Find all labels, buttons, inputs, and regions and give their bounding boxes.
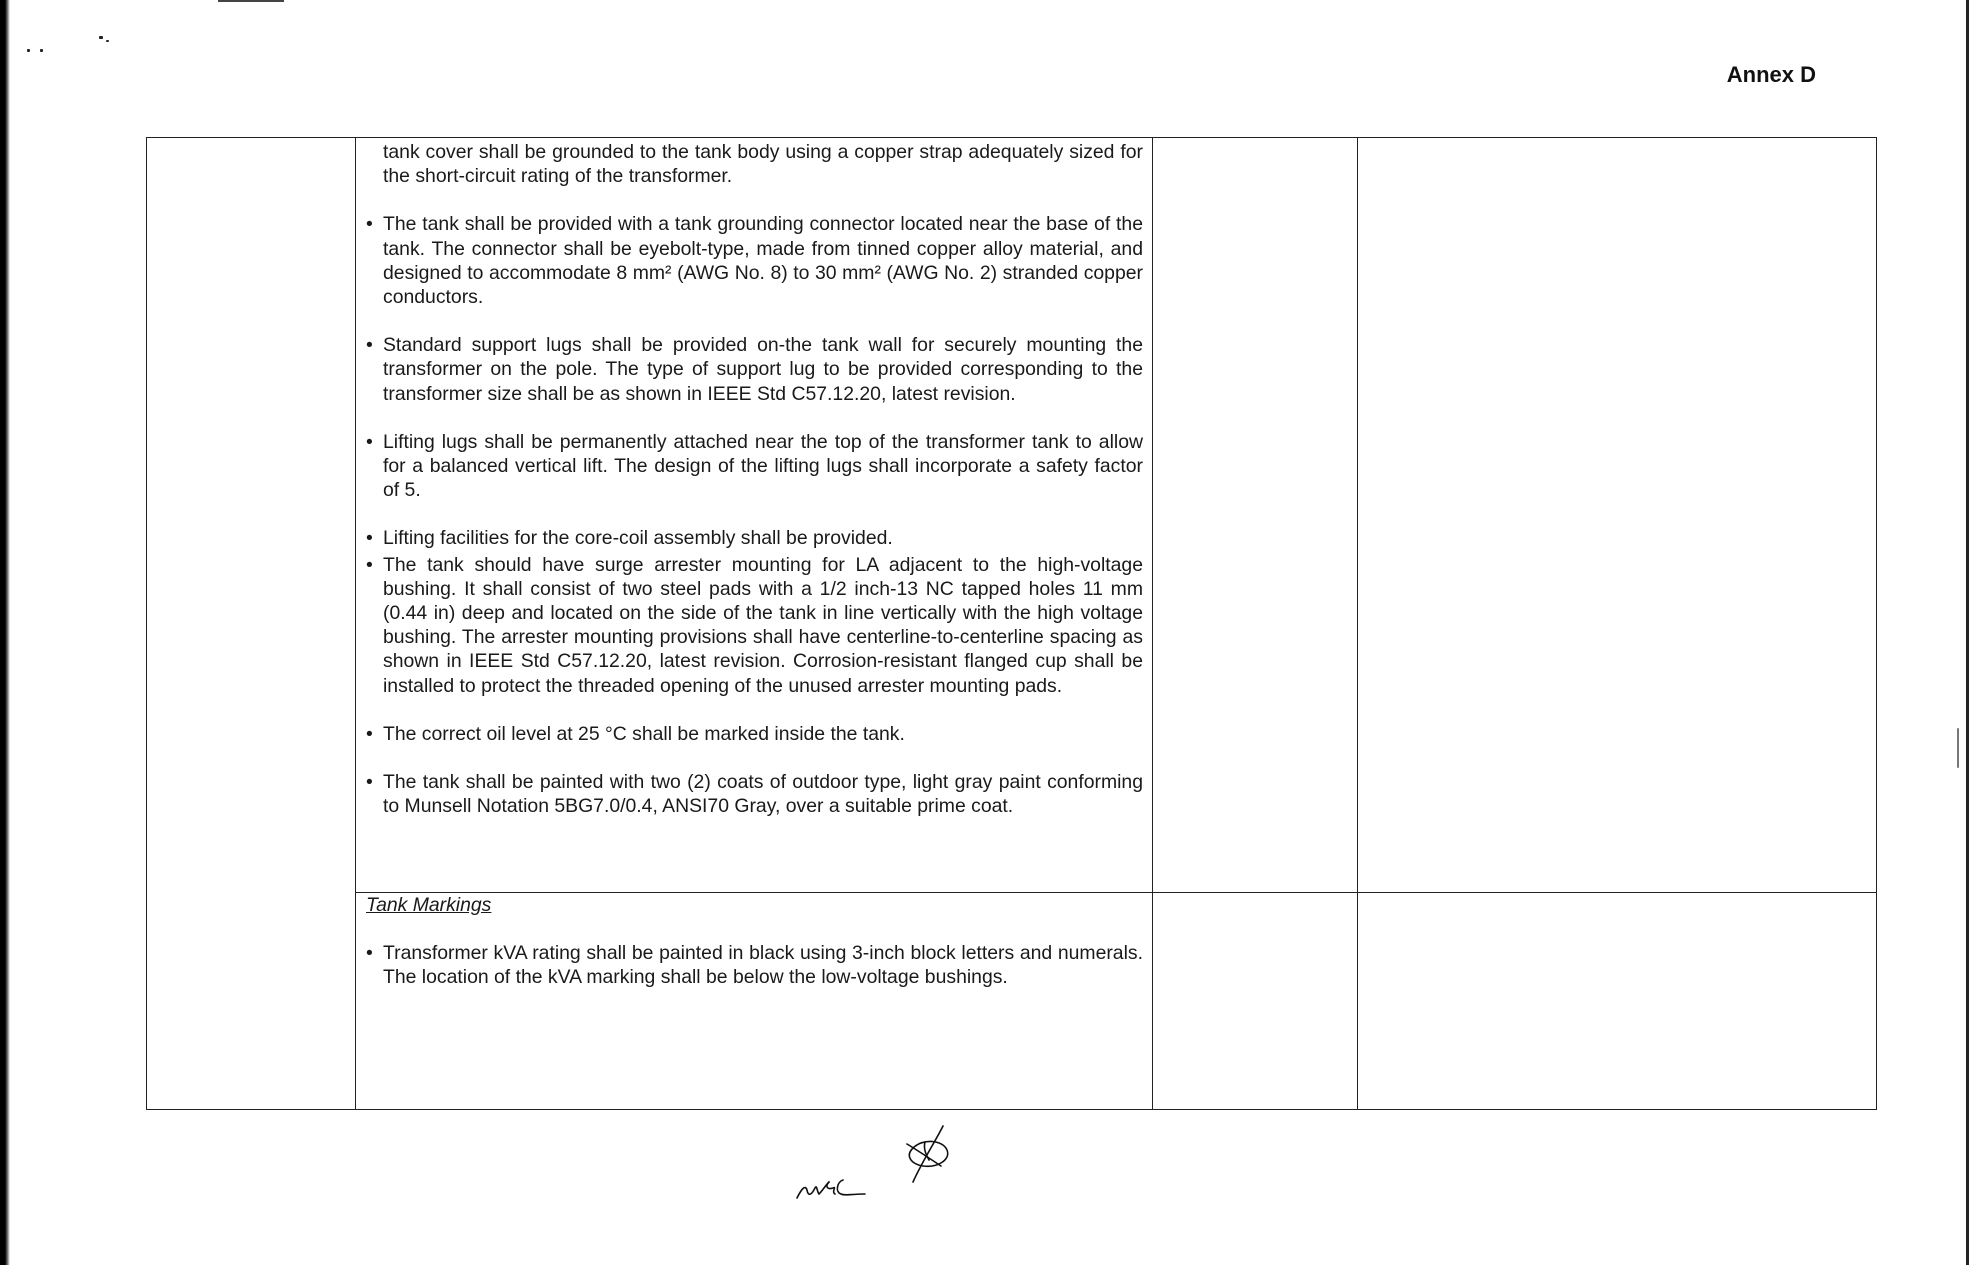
scan-top-rule: [218, 0, 284, 2]
scan-left-edge: [0, 0, 10, 1265]
list-item-text: The tank should have surge arrester mounting for LA adjacent to the high-voltage bushing. It shall consist of two steel pads with a 1/2 inch-13 NC tapped holes 11 mm (0.44 in) deep and located on the side of the tank in line vertically with the high voltage bushing. The arrester mounting provisions shall have centerline-to-centerline spacing as shown in IEEE Std C57.12.20, latest revision. Corrosion-resistant flanged cup shall be installed to protect the threaded opening of the unused arrester mounting pads.: [383, 553, 1143, 697]
bullet-icon: •: [366, 722, 373, 745]
list-item-text: The correct oil level at 25 °C shall be marked inside the tank.: [383, 722, 905, 745]
list-item: [366, 430, 1143, 503]
list-item: [366, 770, 1143, 818]
bullet-icon: •: [366, 553, 373, 576]
bullet-icon: •: [366, 942, 373, 964]
list-item: [366, 333, 1143, 406]
list-item-text: Transformer kVA rating shall be painted in black using 3-inch block letters and numerals. The location of the kVA marking shall be below the low-voltage bushings.: [383, 942, 1143, 989]
column-divider-1: [355, 138, 356, 1109]
bullet-icon: •: [366, 334, 373, 357]
row-divider: [355, 892, 1876, 893]
scan-speck: [99, 36, 103, 39]
annex-label: Annex D: [1726, 62, 1816, 87]
requirements-cell-row1: [366, 140, 1143, 818]
handwritten-signature: [795, 1120, 985, 1210]
list-item-text: The tank shall be painted with two (2) coats of outdoor type, light gray paint conforming to Munsell Notation 5BG7.0/0.4, ANSI70 Gray, over a suitable prime coat.: [383, 771, 1143, 818]
bullet-icon: •: [366, 430, 373, 453]
column-divider-3: [1357, 138, 1358, 1109]
list-item-text: Standard support lugs shall be provided on-the tank wall for securely mounting the transformer on the pole. The type of support lug to be provided corresponding to the transformer size shall be as shown in IEEE Std C57.12.20, latest revision.: [383, 334, 1143, 405]
bullet-icon: •: [366, 771, 373, 794]
scan-speck: [1957, 728, 1959, 768]
scan-speck: [40, 49, 43, 52]
list-item-text: The tank shall be provided with a tank grounding connector located near the base of the tank. The connector shall be eyebolt-type, made from tinned copper alloy material, and designed to accommodate 8 mm² (AWG No. 8) to 30 mm² (AWG No. 2) stranded copper conductors.: [383, 213, 1143, 309]
list-item: [366, 722, 1143, 746]
list-item-text: Lifting lugs shall be permanently attached near the top of the transformer tank to allow for a balanced vertical lift. The design of the lifting lugs shall incorporate a safety factor of 5.: [383, 430, 1143, 502]
continued-paragraph: tank cover shall be grounded to the tank body using a copper strap adequately sized for the short-circuit rating of the transformer.: [383, 141, 1143, 188]
scan-speck: [106, 40, 109, 42]
scan-speck: [27, 49, 30, 52]
list-item: [366, 941, 1143, 989]
list-item: [366, 553, 1143, 698]
bullet-icon: •: [366, 527, 373, 550]
list-item: [366, 212, 1143, 309]
list-item-text: Lifting facilities for the core-coil assembly shall be provided.: [383, 527, 893, 550]
section-heading-tank-markings: Tank Markings: [366, 894, 492, 916]
requirements-cell-row2: [366, 941, 1143, 989]
column-divider-2: [1152, 138, 1153, 1109]
list-item: [366, 526, 1143, 550]
bullet-icon: •: [366, 213, 373, 236]
